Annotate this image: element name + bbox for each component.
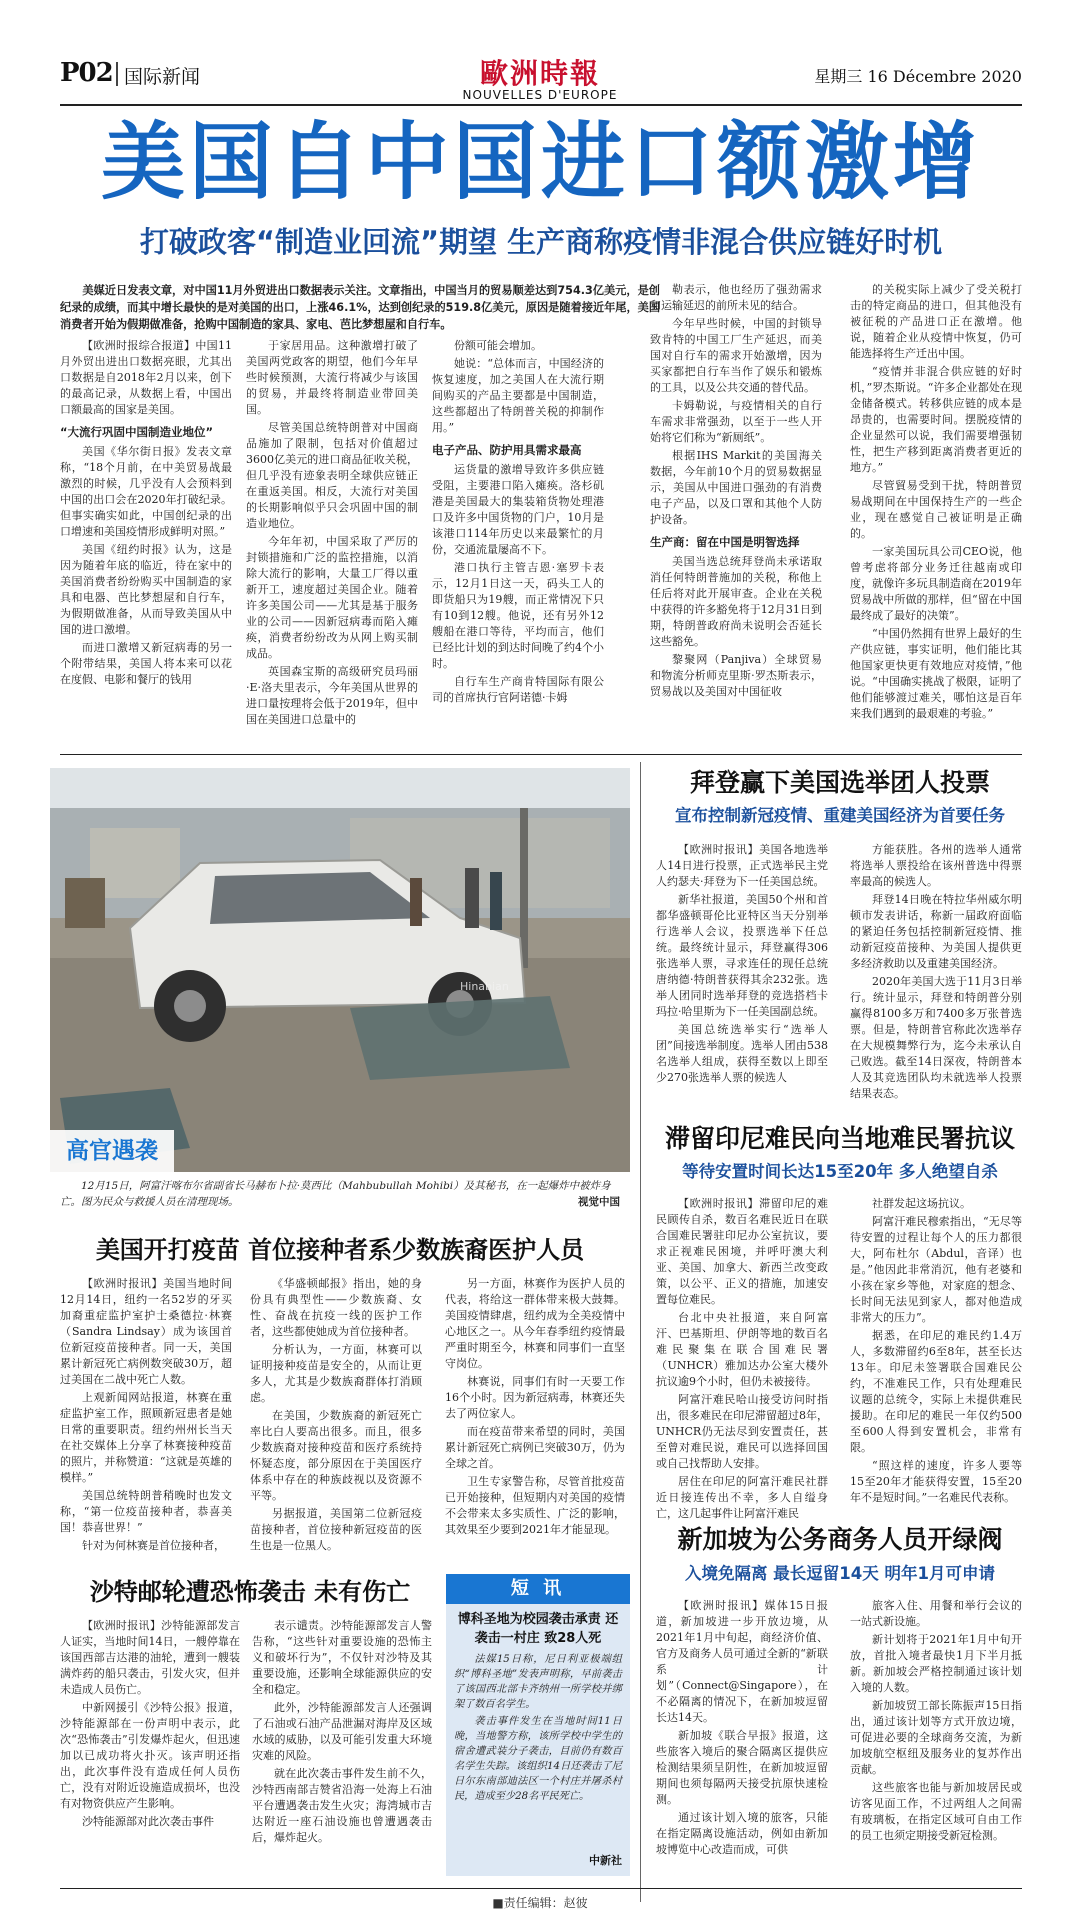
subheading: “大流行巩固中国制造业地位”: [60, 425, 214, 439]
footer-rule: [60, 1888, 1022, 1889]
brief-headline: 博科圣地为校园袭击承责 还袭击一村庄 致28人死: [457, 1612, 619, 1646]
paragraph: “中国仍然拥有世界上最好的生产供应链，事实证明，他们能比其他国家更快更有效地应对疫情，”他说。“中国确实挑战了极限，证明了他们能够渡过难关，哪怕这是百年来我们遇到的最艰难的考验。”: [850, 627, 1022, 720]
footer-editor: ■责任编辑：赵彼: [492, 1896, 588, 1910]
brief-credit: 中新社: [589, 1854, 622, 1867]
paragraph: 阿富汗难民穆索指出，“无尽等待安置的过程让每个人的压力都很大，阿布杜尔（Abdul，音译）也是。”他因此非常消沉，他有老婆和小孩在家乡等他，对家庭的想念、长时间无法见到家人，都对他造成非常大的压力”。: [850, 1215, 1022, 1324]
paragraph: 份额可能会增加。: [454, 339, 542, 352]
paragraph: 的关税实际上减少了受关税打击的特定商品的进口，但其他没有被征税的产品进口正在激增。他说，随着企业从疫情中恢复，仍可能选择将生产迁出中国。: [850, 283, 1022, 360]
subheading: 生产商：留在中国是明智选择: [650, 535, 800, 549]
news-photo: [50, 768, 630, 1172]
photo-label: [50, 1130, 174, 1172]
vaccine-col-3: [445, 1276, 625, 1540]
refugee-headline: 滞留印尼难民向当地难民署抗议: [664, 1124, 1015, 1153]
paragraph: 旅客入住、用餐和举行会议的一站式新设施。: [850, 1599, 1022, 1628]
paragraph: 于家居用品。这种激增打破了美国两党政客的期望，他们今年早些时候预测，大流行将减少与该国的贸易，并最终将制造业带回美国。: [246, 339, 418, 416]
paragraph: 分析认为，一方面，林赛可以证明接种疫苗是安全的，从而让更多人，尤其是少数族裔群体打消顾虑。: [250, 1343, 422, 1404]
singapore-col-1: [656, 1598, 828, 1860]
paragraph: 拜登14日晚在特拉华州威尔明顿市发表讲话，称新一届政府面临的紧迫任务包括控制新冠疫情、推动新冠疫苗接种、为美国人提供更多经济救助以及重建美国经济。: [850, 893, 1022, 970]
lead-intro: 美媒近日发表文章，对中国11月外贸进出口数据表示关注。文章指出，中国当月的贸易顺差达到754.3亿美元，是创纪录的成绩，而其中增长最快的是对美国的出口，上涨46.1%，达到创纪录的519.8亿美元，原因是随着接近年尾，美国消费者开始为假期做准备，抢购中国制造的家具、家电、芭比梦想屋和自行车。: [60, 284, 661, 331]
saudi-col-2: [252, 1618, 432, 1848]
paragraph: 【欧洲时报讯】美国当地时间12月14日，纽约一名52岁的牙买加裔重症监护室护士桑德拉·林赛（Sandra Lindsay）成为该国首位新冠疫苗接种者。同一天，美国累计新冠死亡病例数突破30万，超过美国在二战中死亡人数。: [60, 1277, 232, 1386]
paragraph: 尽管貿易受到干扰，特朗普贸易战期间在中国保持生产的一些企业，现在感觉自己被证明是正确的。: [850, 479, 1022, 540]
lead-col-3: [432, 338, 604, 708]
brief-label: 短 讯: [446, 1574, 630, 1604]
paragraph: 林赛说，同事们有时一天要工作16个小时。因为新冠病毒，林赛还失去了两位家人。: [445, 1375, 625, 1420]
paragraph: 【欧洲时报讯】沙特能源部发言人证实，当地时间14日，一艘停靠在该国西部吉达港的油轮，遭到一艘装满炸药的船只袭击，引发火灾，但并未造成人员伤亡。: [60, 1619, 240, 1696]
lead-subhead: 打破政客“制造业回流”期望 生产商称疫情非混合供应链好时机: [139, 225, 943, 259]
paragraph: 今年年初，中国采取了严厉的封锁措施和广泛的监控措施，以消除大流行的影响，大量工厂得以重新开工，速度超过美国企业。随着许多美国公司——尤其是基于服务业的公司——因新冠病毒而陷入瘫痪，消费者纷纷改为从网上购买制成品。: [246, 535, 418, 660]
subheading: 电子产品、防护用具需求最高: [432, 443, 582, 457]
paragraph: 法媒15日称，尼日利亚极端组织“博科圣地”发表声明称，早前袭击了该国西北部卡齐纳州一所学校并绑架了数百名学生。: [454, 1654, 622, 1710]
paragraph: “疫情并非混合供应链的好时机，”罗杰斯说。“许多企业都处在现金储备模式。转移供应链的成本是昂贵的，也需要时间。摆脱疫情的企业显然可以说，我们需要增强韧性，把生产移到距离消费者更近的地方。”: [850, 365, 1022, 474]
paragraph: 另据报道，美国第二位新冠疫苗接种者，首位接种新冠疫苗的医生也是一位黑人。: [250, 1507, 422, 1552]
paragraph: 据悉，在印尼的难民约1.4万人，多数滞留约6至8年，甚至长达13年。印尼未签署联合国难民公约，不准难民工作，只有处理难民议题的总统令，实际上未提供难民援助。在印尼的难民一年仅约500至600人得到安置机会，非常有限。: [850, 1329, 1022, 1454]
paragraph: 英国森宝斯的高级研究员玛丽·E·洛夫里表示，今年美国从世界的进口量按理将会低于2019年，但中国在美国进口总量中的: [246, 665, 418, 726]
paragraph: 《华盛顿邮报》指出，她的身份具有典型性——少数族裔、女性、奋战在抗疫一线的医护工作者，这些都使她成为首位接种者。: [250, 1277, 422, 1338]
paragraph: 针对为何林赛是首位接种者，: [82, 1539, 225, 1552]
paragraph: 美国当选总统拜登尚未承诺取消任何特朗普施加的关税，称他上任后将对此开展审查。企业在关税中获得的许多豁免将于12月31日到期，特朗普政府尚未说明会否延长这些豁免。: [650, 555, 822, 648]
paragraph: 上观新闻网站报道，林赛在重症监护室工作，照顾新冠患者是她日常的重要职责。纽约州州长当天在社交媒体上分享了林赛接种疫苗的照片，并称赞道：“这就是英雄的模样。”: [60, 1391, 232, 1484]
refugee-subhead: 等待安置时间长达15至20年 多人绝望自杀: [682, 1162, 998, 1181]
saudi-headline: 沙特邮轮遭恐怖袭击 未有伤亡: [89, 1578, 411, 1606]
paragraph: 港口执行主管吉恩·塞罗卡表示，12月1日这一天，码头工人的即货船只为19艘，而正常情况下只有10到12艘。他说，还有另外12艘船在港口等待，平均而言，他们已经比计划的到达时间晚了约4个小时。: [432, 561, 604, 670]
paragraph: 居住在印尼的阿富汗难民社群近日接连传出不幸，多人自缢身亡，这几起事件让阿富汗难民: [656, 1475, 828, 1520]
photo-watermark: Hinabian: [460, 980, 509, 993]
singapore-col-2: [850, 1598, 1022, 1846]
paragraph: 她说：“总体而言，中国经济的恢复速度，加之美国人在大流行期间购买的产品主要都是中国制造，这些都超出了特朗普关税的抑制作用。”: [432, 357, 604, 434]
paragraph: 尽管美国总统特朗普对中国商品施加了限制，包括对价值超过3600亿美元的进口商品征收关税，但几乎没有迹象表明全球供应链正在重返美国。相反，大流行对美国的长期影响似乎只会巩固中国的制造业地位。: [246, 421, 418, 530]
paragraph: “照这样的速度，许多人要等15至20年才能获得安置，15至20年不是短时间。”一名难民代表称。: [850, 1459, 1022, 1504]
vaccine-headline: 美国开打疫苗 首位接种者系少数族裔医护人员: [95, 1236, 585, 1264]
paragraph: 卡姆勒说，与疫情相关的自行车需求非常强劲，以至于一些人开始将它们称为“新厕纸”。: [650, 399, 822, 444]
paragraph: 此外，沙特能源部发言人还强调了石油或石油产品泄漏对海岸及区域水域的威胁，以及可能引发重大环境灾难的风险。: [252, 1701, 432, 1762]
paragraph: 【欧洲时报讯】媒体15日报道，新加坡进一步开放边境，从2021年1月中旬起，商经济价值、官方及商务人员可通过全新的“新联系计划”（Connect@Singapore），在不必隔离的情况下，在新加坡逗留长达14天。: [656, 1599, 828, 1724]
biden-col-2: [850, 842, 1022, 1104]
paragraph: 根据IHS Markit的美国海关数据，今年前10个月的贸易数据显示，美国从中国进口强劲的有消费电子产品，以及口罩和其他个人防护设备。: [650, 449, 822, 526]
caption-credit: 视觉中国: [578, 1196, 620, 1208]
paragraph: 在美国，少数族裔的新冠死亡率比白人要高出很多。而且，很多少数族裔对接种疫苗和医疗系统持怀疑态度，部分原因在于美国医疗体系中存在的种族歧视以及资源不平等。: [250, 1409, 422, 1502]
paragraph: 卫生专家警告称，尽管首批疫苗已开始接种，但短期内对美国的疫情不会带来太多实质性、广泛的影响，其效果至少要到2021年才能显现。: [445, 1475, 625, 1536]
section-rule: [60, 754, 1022, 755]
vaccine-col-1: [60, 1276, 232, 1556]
paragraph: 而进口激增又新冠病毒的另一个附带结果，美国人将本来可以花在度假、电影和餐厅的钱用: [60, 641, 232, 686]
lead-col-4: [650, 282, 822, 702]
paragraph: 运货量的激增导致许多供应链受阻，主要港口陷入瘫痪。洛杉矶港是美国最大的集装箱货物处理港口及许多中国货物的门户，10月是该港口114年历史以来最繁忙的月份，交通流量屡高不下。: [432, 463, 604, 556]
header-rule: [60, 104, 1022, 106]
refugee-col-2: [850, 1196, 1022, 1508]
section-name: 国际新闻: [124, 66, 201, 88]
paragraph: 社群发起这场抗议。: [872, 1197, 971, 1210]
paragraph: 2020年美国大选于11月3日举行。统计显示，拜登和特朗普分别赢得8100多万和7400多万张普选票。但是，特朗普官称此次选举存在大规模舞弊行为，迄今未承认自己败选。截至14日深夜，特朗普本人及其竞选团队均未就选举人投票结果表态。: [850, 975, 1022, 1100]
masthead-subtitle: NOUVELLES D'EUROPE: [462, 88, 618, 102]
lead-headline: 美国自中国进口额激增: [100, 113, 981, 211]
paragraph: 中新网援引《沙特公报》报道，沙特能源部在一份声明中表示，此次“恐怖袭击”引发爆炸起火，但迅速加以已成功将火扑灭。该声明还指出，此次事件没有造成任何人员伤亡，没有对附近设施造成损坏，也没有对物资供应产生影响。: [60, 1701, 240, 1810]
paragraph: 新加坡贸工部长陈振声15日指出，通过该计划等方式开放边境，可促进必要的全球商务交流，为新加坡航空枢纽及服务业的复苏作出贡献。: [850, 1699, 1022, 1776]
paragraph: 【欧洲时报讯】美国各地选举人14日进行投票，正式选举民主党人约瑟夫·拜登为下一任美国总统。: [656, 843, 828, 888]
paragraph: 新华社报道，美国50个州和首都华盛顿哥伦比亚特区当天分别举行选举人会议，投票选举下任总统。最终统计显示，拜登赢得306张选举人票，寻求连任的现任总统唐纳德·特朗普获得其余232张。选举人团同时选举拜登的竞选搭档卡玛拉·哈里斯为下一任美国副总统。: [656, 893, 828, 1018]
singapore-headline: 新加坡为公务商务人员开绿阀: [677, 1525, 1003, 1554]
paragraph: 美国《华尔街日报》发表文章称，“18个月前，在中美贸易战最激烈的时候，几乎没有人会预料到中国的出口会在2020年打破纪录。但事实确实如此，中国创纪录的出口增速和美国疫情形成鲜明对照。”: [60, 445, 232, 538]
paragraph: 今年早些时候，中国的封锁导致肯特的中国工厂生产延迟，而美国对自行车的需求开始激增，因为买家都把自行车当作了娱乐和锻炼的工具，以及公共交通的替代品。: [650, 317, 822, 394]
paragraph: 美国《纽约时报》认为，这是因为随着年底的临近，待在家中的美国消费者纷纷购买中国制造的家具和电器、芭比梦想屋和自行车，为假期做准备，从而导致美国从中国的进口激增。: [60, 543, 232, 636]
column-rule: [640, 762, 641, 1902]
biden-headline: 拜登赢下美国选举团人投票: [689, 768, 990, 797]
biden-subhead: 宣布控制新冠疫情、重建美国经济为首要任务: [675, 806, 1005, 825]
issue-date: 星期三 16 Décembre 2020: [814, 67, 1022, 86]
paragraph: 而在疫苗带来希望的同时，美国累计新冠死亡病例已突破30万，仍为全球之首。: [445, 1425, 625, 1470]
paragraph: 就在此次袭击事件发生前不久，沙特西南部吉赞省沿海一处海上石油平台遭遇袭击发生火灾；海湾城市吉达附近一座石油设施也曾遭遇袭击后，爆炸起火。: [252, 1767, 432, 1844]
refugee-col-1: [656, 1196, 828, 1524]
paragraph: 一家美国玩具公司CEO说，他曾考虑将部分业务迁往越南或印度，就像许多玩具制造商在2019年贸易战中所做的那样，但“留在中国最终成了最好的决策”。: [850, 545, 1022, 622]
page-header: [0, 0, 1080, 100]
singapore-subhead: 入境免隔离 最长逗留14天 明年1月可申请: [685, 1564, 995, 1583]
header-divider: [116, 62, 118, 86]
paragraph: 美国总统特朗普稍晚时也发文称，“第一位疫苗接种者，恭喜美国！恭喜世界！”: [60, 1489, 232, 1534]
brief-body: [454, 1652, 622, 1804]
photo-scene: [50, 768, 630, 1172]
paragraph: 新计划将于2021年1月中旬开放，首批入境者最快1月下半月抵新。新加坡会严格控制通过该计划入境的人数。: [850, 1633, 1022, 1694]
paragraph: 新加坡《联合早报》报道，这些旅客入境后的聚合隔离区提供应检测结果须呈阴性，在新加坡逗留期间也须每隔两天接受抗原快速检测。: [656, 1729, 828, 1806]
saudi-col-1: [60, 1618, 240, 1832]
paragraph: 【欧洲时报综合报道】中国11月外贸出进出口数据亮眼，尤其出口数据是自2018年2月以来，创下的最高记录，从数据上看，中国出口额最高的国家是美国。: [60, 339, 232, 416]
lead-col-5: [850, 282, 1022, 724]
lead-col-2: [246, 338, 418, 730]
paragraph: 【欧洲时报讯】滞留印尼的难民顾传自杀，数百名难民近日在联合国难民署驻印尼办公室抗议，要求正视难民困境，并呼吁澳大利亚、美国、加拿大、新西兰改变政策，以公平、正义的措施，加速安置每位难民。: [656, 1197, 828, 1306]
page-number: P02: [60, 58, 113, 88]
lead-col-1: [60, 338, 232, 690]
paragraph: 方能获胜。各州的选举人通常将选举人票投给在该州普选中得票率最高的候选人。: [850, 843, 1022, 888]
photo-label-text: 高官遇袭: [66, 1138, 158, 1164]
paragraph: 表示谴责。沙特能源部发言人警告称，“这些针对重要设施的恐怖主义和破坏行为”，不仅针对沙特及其重要设施，还影响全球能源供应的安全和稳定。: [252, 1619, 432, 1696]
paragraph: 另一方面，林赛作为医护人员的代表，将给这一群体带来极大鼓舞。美国疫情肆虐，纽约成为全美疫情中心地区之一。从今年春季纽约疫情最严重时期至今，林赛和同事们一直坚守岗位。: [445, 1277, 625, 1370]
biden-col-1: [656, 842, 828, 1088]
paragraph: 阿富汗难民哈山接受访问时指出，很多难民在印尼滞留超过8年，UNHCR仍无法尽到安置责任，甚至曾对难民说，难民可以选择回国或自己找帮助人安排。: [656, 1393, 828, 1470]
paragraph: 这些旅客也能与新加坡居民或访客见面工作，不过两组人之间需有玻璃板，在指定区域可自由工作的员工也须定期接受新冠检测。: [850, 1781, 1022, 1842]
news-brief-box: [446, 1574, 630, 1876]
paragraph: 沙特能源部对此次袭击事件: [82, 1815, 214, 1828]
paragraph: 勒表示，他也经历了强劲需求和运输延迟的前所未见的结合。: [650, 283, 822, 312]
caption-text: 12月15日，阿富汗喀布尔省副省长马赫布卜拉·莫西比（Mahbubullah Mohibi）及其秘书，在一起爆炸中被炸身亡。图为民众与救援人员在清理现场。: [60, 1180, 611, 1208]
paragraph: 黎聚网（Panjiva）全球贸易和物流分析师克里斯·罗杰斯表示，贸易战以及美国对中国征收: [650, 653, 822, 698]
photo-caption: [60, 1178, 620, 1210]
paragraph: 自行车生产商肯特国际有限公司的首席执行官阿诺德·卡姆: [432, 675, 604, 704]
paragraph: 袭击事件发生在当地时间11日晚，当地警方称，该所学校中学生的宿舍遭武装分子袭击，目前仍有数百名学生失踪。该组织14日还袭击了尼日尔东南部迪法区一个村庄并屠杀村民，造成至少28名平民死亡。: [454, 1716, 622, 1802]
paragraph: 美国总统选举实行“选举人团”间接选举制度。选举人团由538名选举人组成，获得至数以上即至少270张选举人票的候选人: [656, 1023, 828, 1084]
vaccine-col-2: [250, 1276, 422, 1556]
masthead-logo: 歐洲時報: [479, 57, 600, 90]
paragraph: 台北中央社报道，来自阿富汗、巴基斯坦、伊朗等地的数百名难民聚集在联合国难民署（UNHCR）雅加达办公室大楼外抗议逾9个小时，但仍未被接待。: [656, 1311, 828, 1388]
paragraph: 通过该计划入境的旅客，只能在指定隔离设施活动，例如由新加坡博览中心改造而成，可供: [656, 1811, 828, 1856]
